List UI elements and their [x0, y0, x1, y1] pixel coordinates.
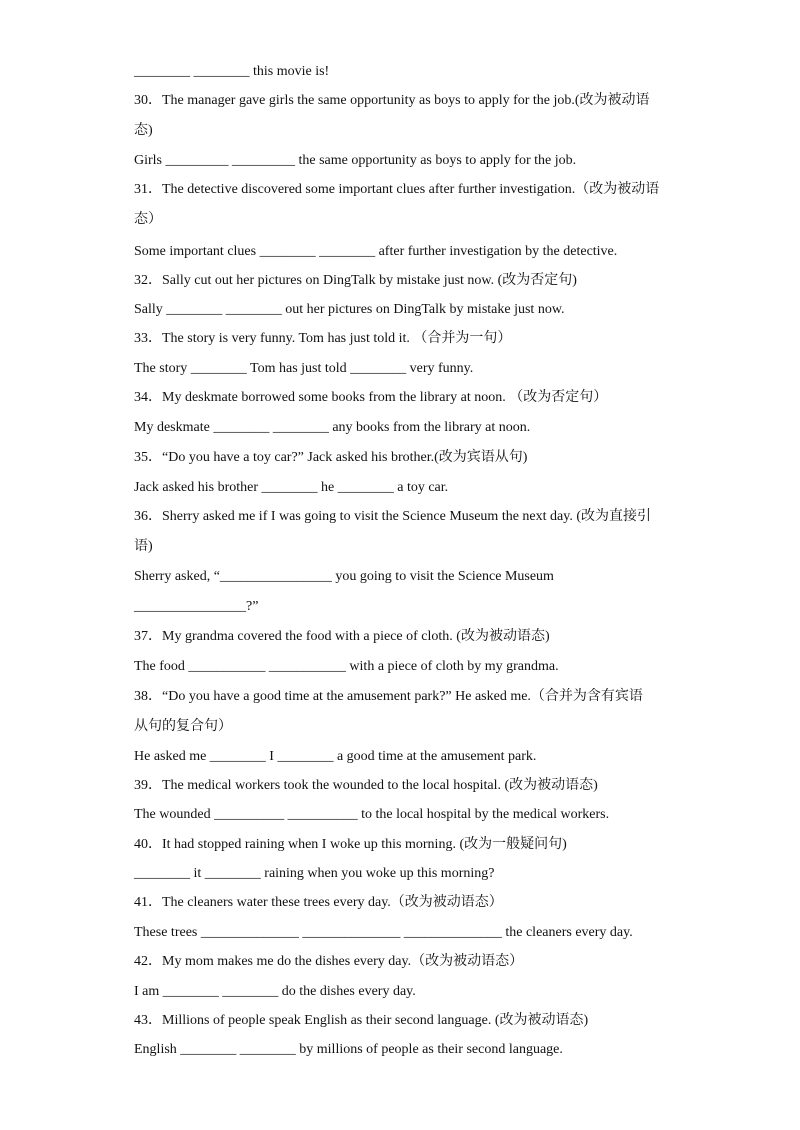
question-38: 38．“Do you have a good time at the amusement park?” He asked me.（合并为含有宾语 — [134, 689, 643, 704]
question-37: 37．My grandma covered the food with a piece of cloth. (改为被动语态) — [134, 629, 550, 644]
answer-line-31: Some important clues ________ ________ after further investigation by the detective. — [134, 244, 618, 259]
answer-line-37: The food ___________ ___________ with a piece of cloth by my grandma. — [134, 659, 559, 674]
answer-line-32: Sally ________ ________ out her pictures on DingTalk by mistake just now. — [134, 302, 565, 317]
question-30-cont: 态) — [134, 123, 153, 138]
question-38-cont: 从句的复合句） — [134, 719, 232, 734]
question-31: 31．The detective discovered some important clues after further investigation.（改为被动语 — [134, 182, 660, 197]
answer-line-29: ________ ________ this movie is! — [134, 64, 330, 79]
question-42: 42．My mom makes me do the dishes every day.（改为被动语态） — [134, 954, 524, 969]
answer-line-41: These trees ______________ ______________ ______________ the cleaners every day. — [134, 925, 633, 940]
question-39: 39．The medical workers took the wounded to the local hospital. (改为被动语态) — [134, 778, 598, 793]
question-30: 30．The manager gave girls the same opportunity as boys to apply for the job.(改为被动语 — [134, 93, 650, 108]
question-40: 40．It had stopped raining when I woke up this morning. (改为一般疑问句) — [134, 837, 567, 852]
answer-line-30: Girls _________ _________ the same opportunity as boys to apply for the job. — [134, 153, 577, 168]
question-43: 43．Millions of people speak English as their second language. (改为被动语态) — [134, 1013, 589, 1028]
answer-line-34: My deskmate ________ ________ any books from the library at noon. — [134, 420, 531, 435]
question-41: 41．The cleaners water these trees every day.（改为被动语态） — [134, 895, 503, 910]
answer-line-43: English ________ ________ by millions of people as their second language. — [134, 1042, 563, 1057]
answer-line-33: The story ________ Tom has just told ________ very funny. — [134, 361, 474, 376]
question-36: 36．Sherry asked me if I was going to visit the Science Museum the next day. (改为直接引 — [134, 509, 651, 524]
answer-line-36-cont: ________________?” — [134, 599, 259, 614]
answer-line-38: He asked me ________ I ________ a good time at the amusement park. — [134, 749, 537, 764]
question-31-cont: 态） — [134, 212, 162, 227]
answer-line-36: Sherry asked, “________________ you going to visit the Science Museum — [134, 569, 554, 584]
answer-line-40: ________ it ________ raining when you woke up this morning? — [134, 866, 495, 881]
question-33: 33．The story is very funny. Tom has just told it. （合并为一句） — [134, 331, 512, 346]
question-34: 34．My deskmate borrowed some books from the library at noon. （改为否定句） — [134, 390, 608, 405]
question-36-cont: 语) — [134, 539, 153, 554]
answer-line-35: Jack asked his brother ________ he ________ a toy car. — [134, 480, 449, 495]
answer-line-42: I am ________ ________ do the dishes every day. — [134, 984, 416, 999]
question-32: 32．Sally cut out her pictures on DingTalk by mistake just now. (改为否定句) — [134, 273, 577, 288]
question-35: 35．“Do you have a toy car?” Jack asked his brother.(改为宾语从句) — [134, 450, 528, 465]
answer-line-39: The wounded __________ __________ to the local hospital by the medical workers. — [134, 807, 610, 822]
